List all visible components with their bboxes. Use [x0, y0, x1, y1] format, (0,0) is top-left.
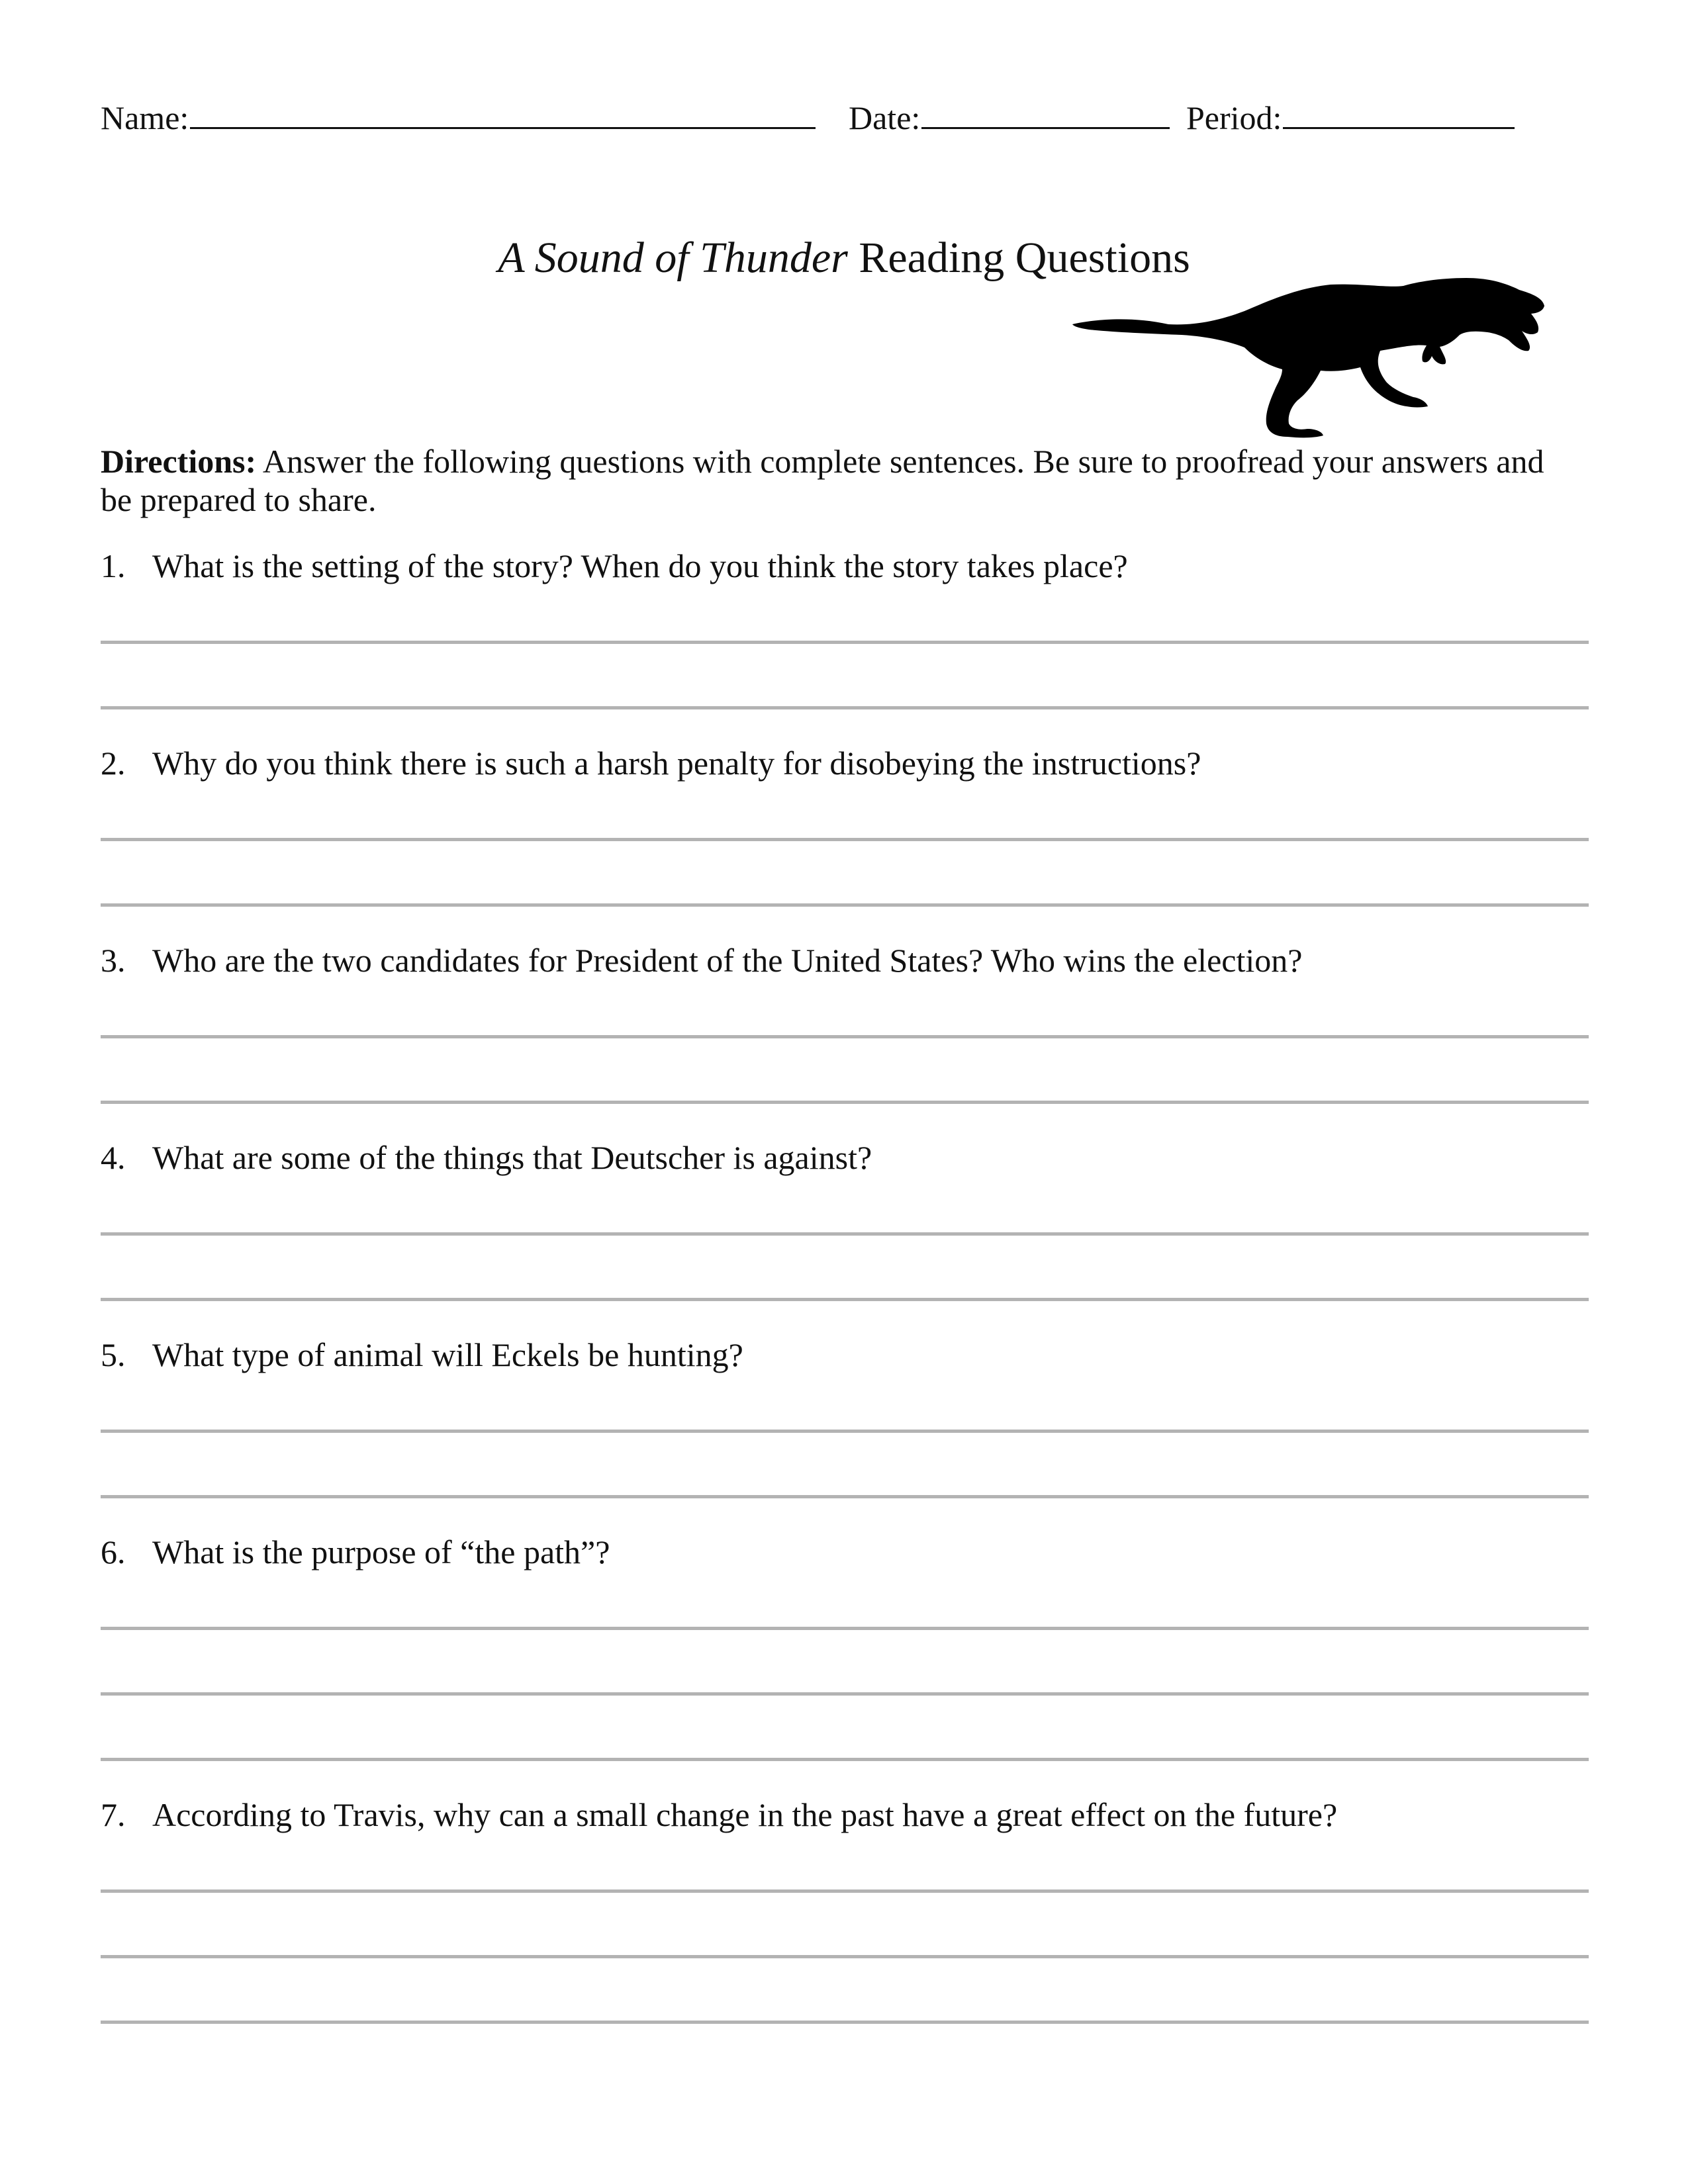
question-text: What are some of the things that Deutscher is against?: [152, 1139, 872, 1176]
question-number: 1.: [101, 547, 126, 584]
title-book-name: A Sound of Thunder: [498, 234, 848, 282]
title-suffix: Reading Questions: [847, 234, 1190, 282]
name-label: Name:: [101, 99, 189, 136]
question-text: What is the purpose of “the path”?: [152, 1533, 610, 1570]
directions-label: Directions:: [101, 443, 257, 480]
tyrannosaurus-silhouette-icon: [1069, 258, 1556, 440]
answer-line[interactable]: [101, 1692, 1589, 1696]
question-number: 3.: [101, 942, 126, 979]
name-field: [101, 98, 816, 138]
answer-line[interactable]: [101, 1035, 1589, 1038]
answer-line[interactable]: [101, 706, 1589, 709]
name-blank[interactable]: [190, 98, 816, 129]
answer-line[interactable]: [101, 838, 1589, 841]
period-blank[interactable]: [1283, 98, 1515, 129]
question-2: [101, 743, 1583, 783]
question-4: [101, 1138, 1583, 1177]
date-label: Date:: [849, 99, 921, 136]
question-text: Why do you think there is such a harsh penalty for disobeying the instructions?: [152, 745, 1201, 782]
answer-line[interactable]: [101, 1889, 1589, 1893]
question-7: [101, 1795, 1583, 1835]
question-5: [101, 1335, 1583, 1375]
date-blank[interactable]: [921, 98, 1170, 129]
question-number: 4.: [101, 1139, 126, 1176]
answer-line[interactable]: [101, 1758, 1589, 1761]
directions-text: Answer the following questions with complete sentences. Be sure to proofread your answers and be prepared to share.: [101, 443, 1544, 518]
answer-line[interactable]: [101, 2021, 1589, 2024]
answer-line[interactable]: [101, 1232, 1589, 1236]
question-number: 2.: [101, 745, 126, 782]
answer-line[interactable]: [101, 1627, 1589, 1630]
answer-line[interactable]: [101, 903, 1589, 907]
question-number: 7.: [101, 1796, 126, 1833]
question-3: [101, 940, 1583, 980]
period-label: Period:: [1186, 99, 1282, 136]
answer-line[interactable]: [101, 1495, 1589, 1498]
answer-line[interactable]: [101, 1101, 1589, 1104]
answer-line[interactable]: [101, 1298, 1589, 1301]
question-text: What type of animal will Eckels be hunting?: [152, 1336, 743, 1373]
question-6: [101, 1532, 1583, 1572]
period-field: [1186, 98, 1515, 138]
answer-line[interactable]: [101, 1955, 1589, 1958]
student-info-header: [101, 98, 1524, 138]
answer-line[interactable]: [101, 641, 1589, 644]
question-number: 6.: [101, 1533, 126, 1570]
question-text: Who are the two candidates for President of the United States? Who wins the election?: [152, 942, 1303, 979]
directions: [101, 442, 1583, 519]
question-number: 5.: [101, 1336, 126, 1373]
question-text: What is the setting of the story? When do you think the story takes place?: [152, 547, 1128, 584]
answer-line[interactable]: [101, 1430, 1589, 1433]
question-text: According to Travis, why can a small change in the past have a great effect on the future?: [152, 1796, 1338, 1833]
date-field: [849, 98, 1170, 138]
question-1: [101, 546, 1583, 586]
